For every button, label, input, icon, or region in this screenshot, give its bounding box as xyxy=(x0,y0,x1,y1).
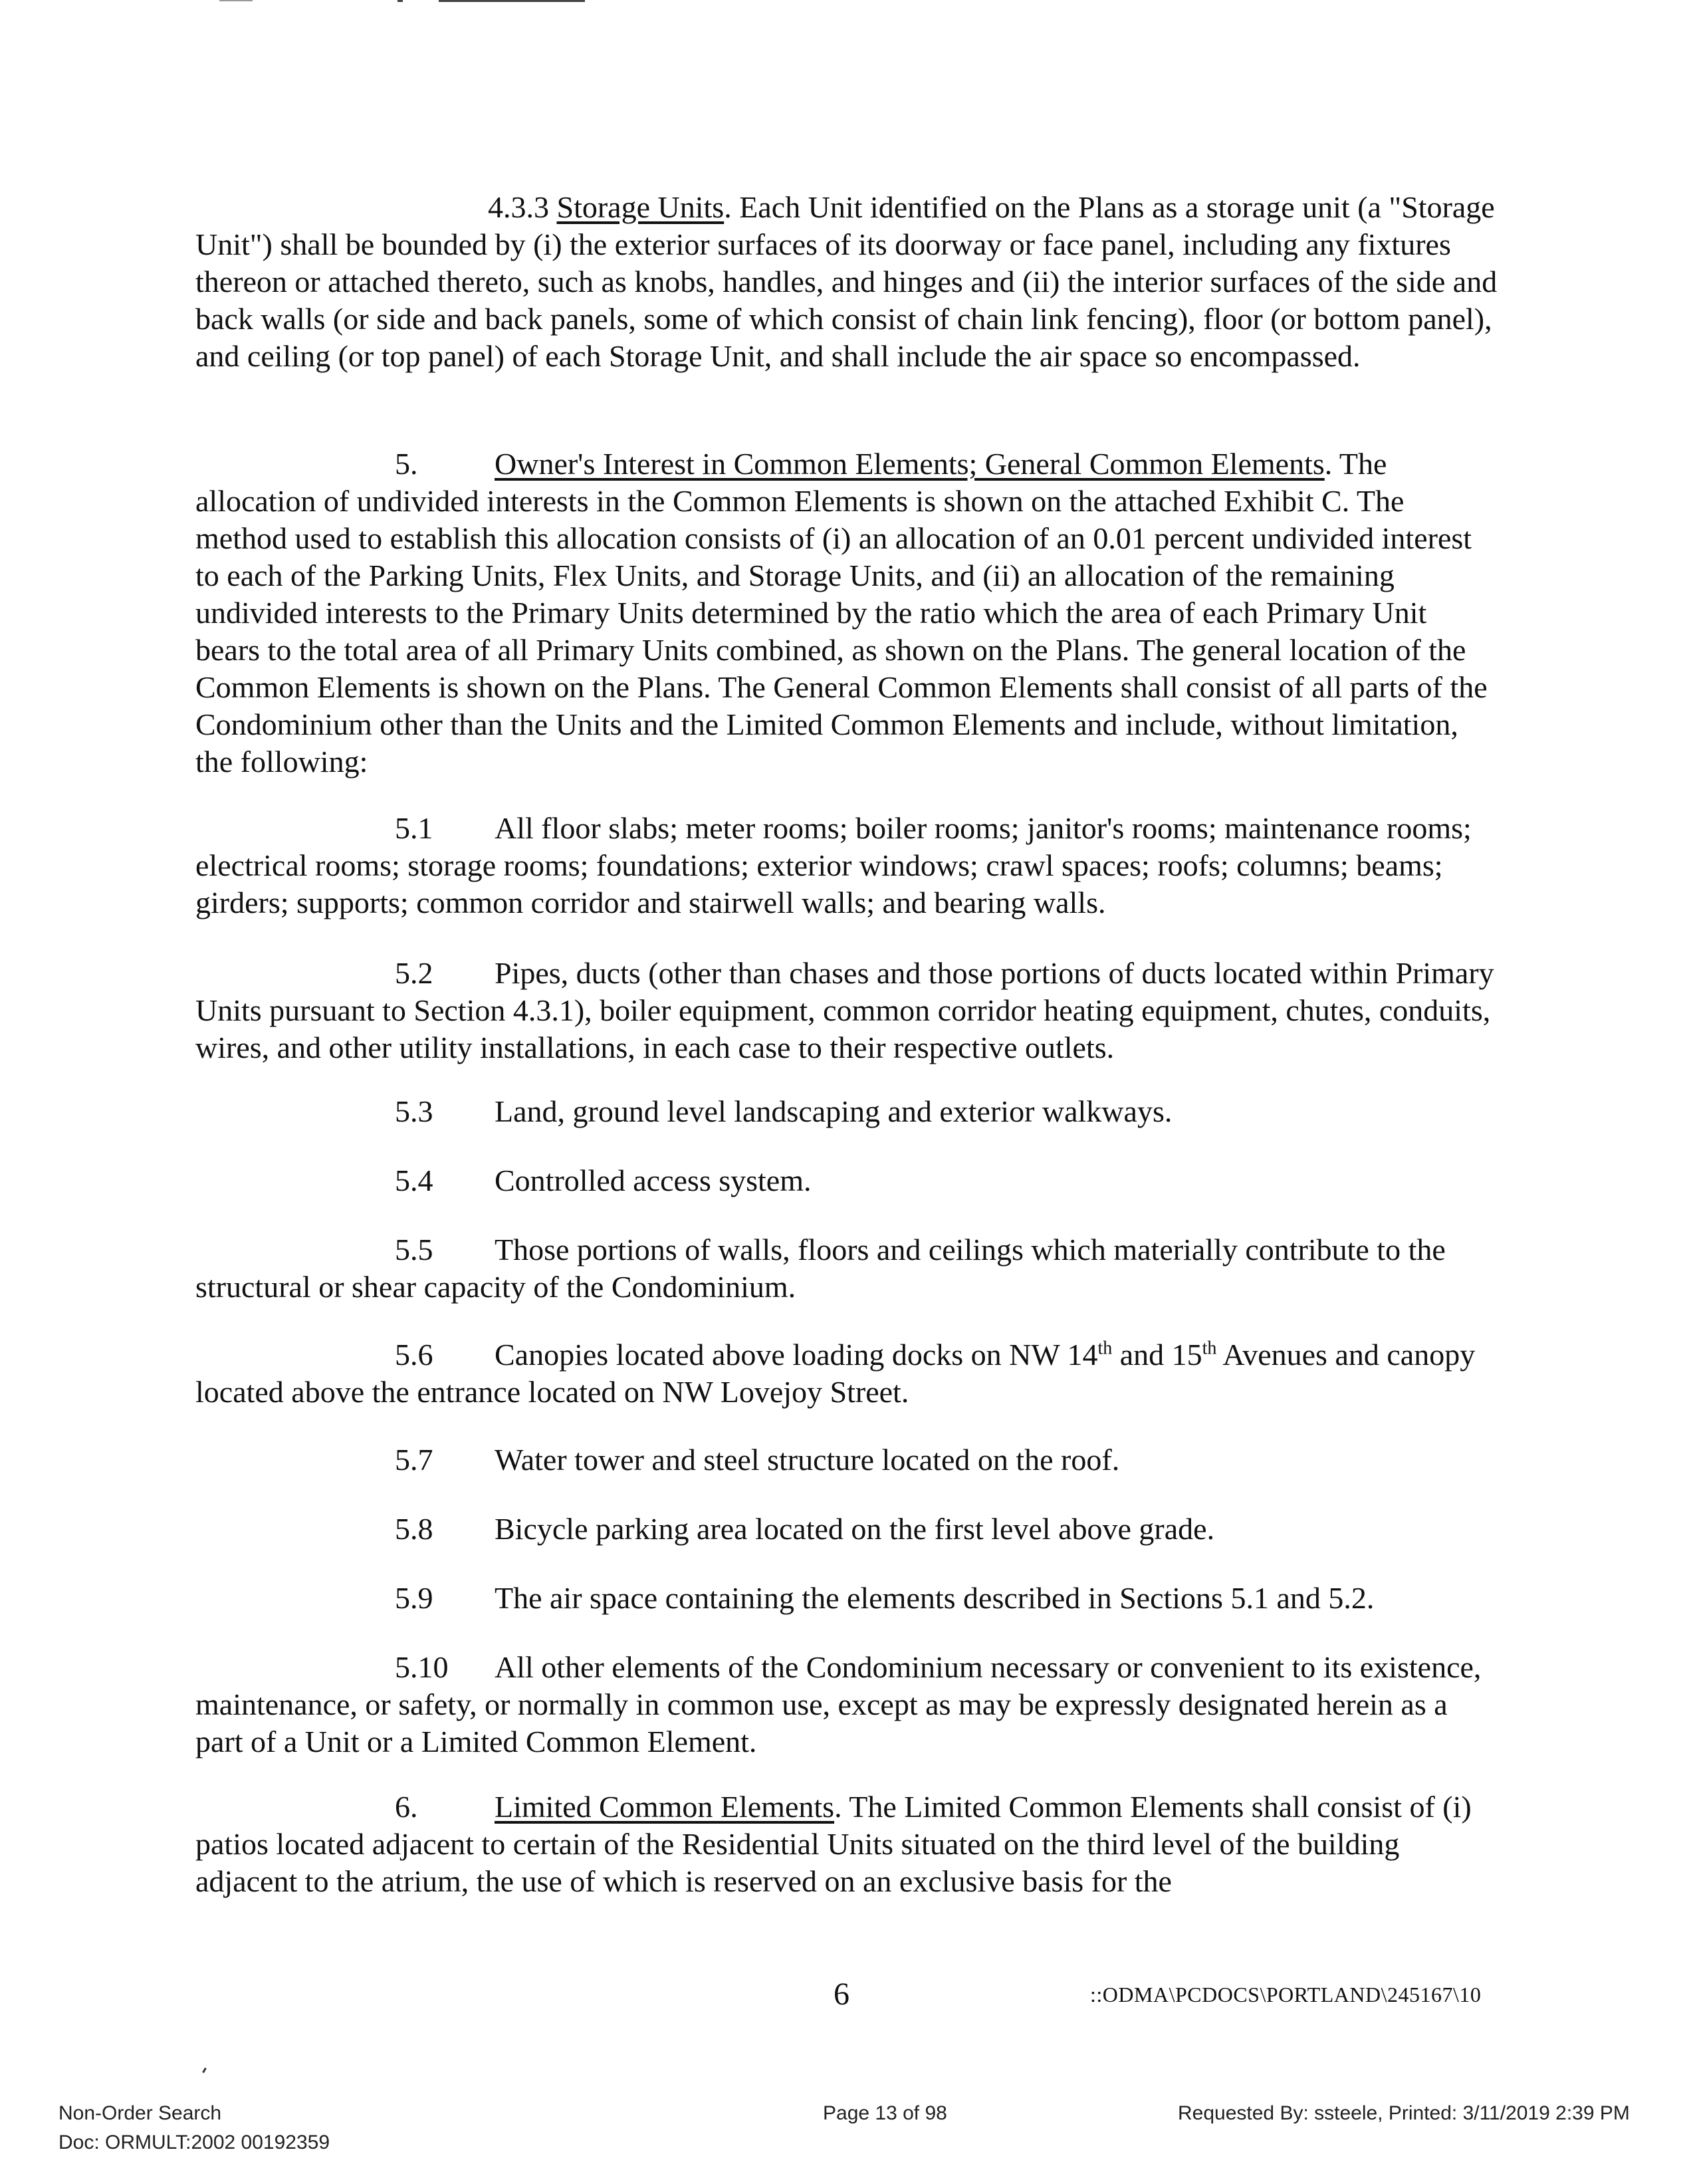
section-number: 5.2 xyxy=(395,956,433,990)
scan-artifact xyxy=(219,0,253,1)
section-heading: Storage Units xyxy=(556,190,725,224)
page-number: 6 xyxy=(834,1977,849,2012)
section-body: The air space containing the elements described in Sections 5.1 and 5.2. xyxy=(495,1581,1375,1615)
paragraph-5-4 xyxy=(195,1162,1498,1199)
paragraph-5-9 xyxy=(195,1580,1498,1617)
section-body: All floor slabs; meter rooms; boiler rooms; janitor's rooms; maintenance rooms; electrical rooms; storage rooms; foundations; exterior windows; crawl spaces; roofs; columns; beams; girders; supports; common corridor and stairwell walls; and bearing walls. xyxy=(195,811,1472,919)
section-body: . The allocation of undivided interests in the Common Elements is shown on the attached Exhibit C. The method used to establish this allocation consists of (i) an allocation of an 0.01 percent undivided interest to each of the Parking Units, Flex Units, and Storage Units, and (ii) an allocation of the remaining undivided interests to the Primary Units determined by the ratio which the area of each Primary Unit bears to the total area of all Primary Units combined, as shown on the Plans. The general location of the Common Elements is shown on the Plans. The General Common Elements shall consist of all parts of the Condominium other than the Units and the Limited Common Elements and include, without limitation, the following: xyxy=(195,447,1488,779)
section-body: Water tower and steel structure located on the roof. xyxy=(495,1443,1120,1477)
section-number: 5.8 xyxy=(395,1512,433,1546)
section-heading: Limited Common Elements xyxy=(495,1790,835,1824)
scan-artifact xyxy=(397,0,403,2)
scan-artifact xyxy=(202,2068,207,2073)
section-body: and 15 xyxy=(1112,1338,1202,1372)
paragraph-6 xyxy=(195,1788,1498,1900)
footer-request-info: Requested By: ssteele, Printed: 3/11/2019 2:39 PM xyxy=(1178,2102,1630,2124)
section-body: Those portions of walls, floors and ceilings which materially contribute to the structural or shear capacity of the Condominium. xyxy=(195,1233,1446,1304)
paragraph-5-5 xyxy=(195,1231,1498,1306)
section-body: . The Limited Common Elements shall consist of (i) patios located adjacent to certain of the Residential Units situated on the third level of the building adjacent to the atrium, the use of which is reserved on an exclusive basis for the xyxy=(195,1790,1472,1898)
section-number: 5.3 xyxy=(395,1094,433,1128)
section-body: . Each Unit identified on the Plans as a storage unit (a "Storage Unit") shall be bounded by (i) the exterior surfaces of its doorway or face panel, including any fixtures thereon or attached thereto, such as knobs, handles, and hinges and (ii) the interior surfaces of the side and back walls (or side and back panels, some of which consist of chain link fencing), floor (or bottom panel), and ceiling (or top panel) of each Storage Unit, and shall include the air space so encompassed. xyxy=(195,190,1498,373)
section-body: Canopies located above loading docks on NW 14 xyxy=(495,1338,1098,1372)
section-body: Avenues and canopy located above the entrance located on NW Lovejoy Street. xyxy=(195,1338,1476,1409)
section-body: Pipes, ducts (other than chases and those portions of ducts located within Primary Units pursuant to Section 4.3.1), boiler equipment, common corridor heating equipment, chutes, conduits, wires, and other utility installations, in each case to their respective outlets. xyxy=(195,956,1494,1064)
section-number: 6. xyxy=(395,1790,418,1824)
paragraph-5 xyxy=(195,445,1498,781)
section-number: 5.4 xyxy=(395,1163,433,1197)
section-body: Land, ground level landscaping and exterior walkways. xyxy=(495,1094,1173,1128)
scan-artifact xyxy=(439,0,585,2)
section-number: 5.6 xyxy=(395,1338,433,1372)
paragraph-5-1 xyxy=(195,810,1498,921)
paragraph-5-6 xyxy=(195,1336,1498,1411)
paragraph-5-7 xyxy=(195,1441,1498,1479)
section-number: 5.1 xyxy=(395,811,433,845)
paragraph-5-10 xyxy=(195,1649,1498,1760)
paragraph-5-8 xyxy=(195,1511,1498,1548)
paragraph-4-3-3 xyxy=(195,189,1498,375)
section-number: 5. xyxy=(395,447,418,481)
superscript: th xyxy=(1202,1338,1217,1359)
paragraph-5-2 xyxy=(195,955,1498,1066)
paragraph-5-3 xyxy=(195,1093,1498,1130)
section-number: 5.5 xyxy=(395,1233,433,1267)
section-body: Controlled access system. xyxy=(495,1163,812,1197)
footer-search-type: Non-Order Search xyxy=(58,2102,222,2124)
footer-page-count: Page 13 of 98 xyxy=(823,2102,947,2124)
document-path: ::ODMA\PCDOCS\PORTLAND\245167\10 xyxy=(1090,1983,1482,2006)
section-number: 5.7 xyxy=(395,1443,433,1477)
section-number: 4.3.3 xyxy=(488,190,549,224)
footer-doc-id: Doc: ORMULT:2002 00192359 xyxy=(58,2131,330,2153)
section-body: Bicycle parking area located on the first level above grade. xyxy=(495,1512,1215,1546)
section-heading: Owner's Interest in Common Elements; General Common Elements xyxy=(495,447,1325,481)
section-number: 5.9 xyxy=(395,1581,433,1615)
section-body: All other elements of the Condominium necessary or convenient to its existence, maintenance, or safety, or normally in common use, except as may be expressly designated herein as a part of a Unit or a Limited Common Element. xyxy=(195,1650,1482,1759)
superscript: th xyxy=(1097,1338,1113,1359)
section-number: 5.10 xyxy=(395,1650,449,1684)
